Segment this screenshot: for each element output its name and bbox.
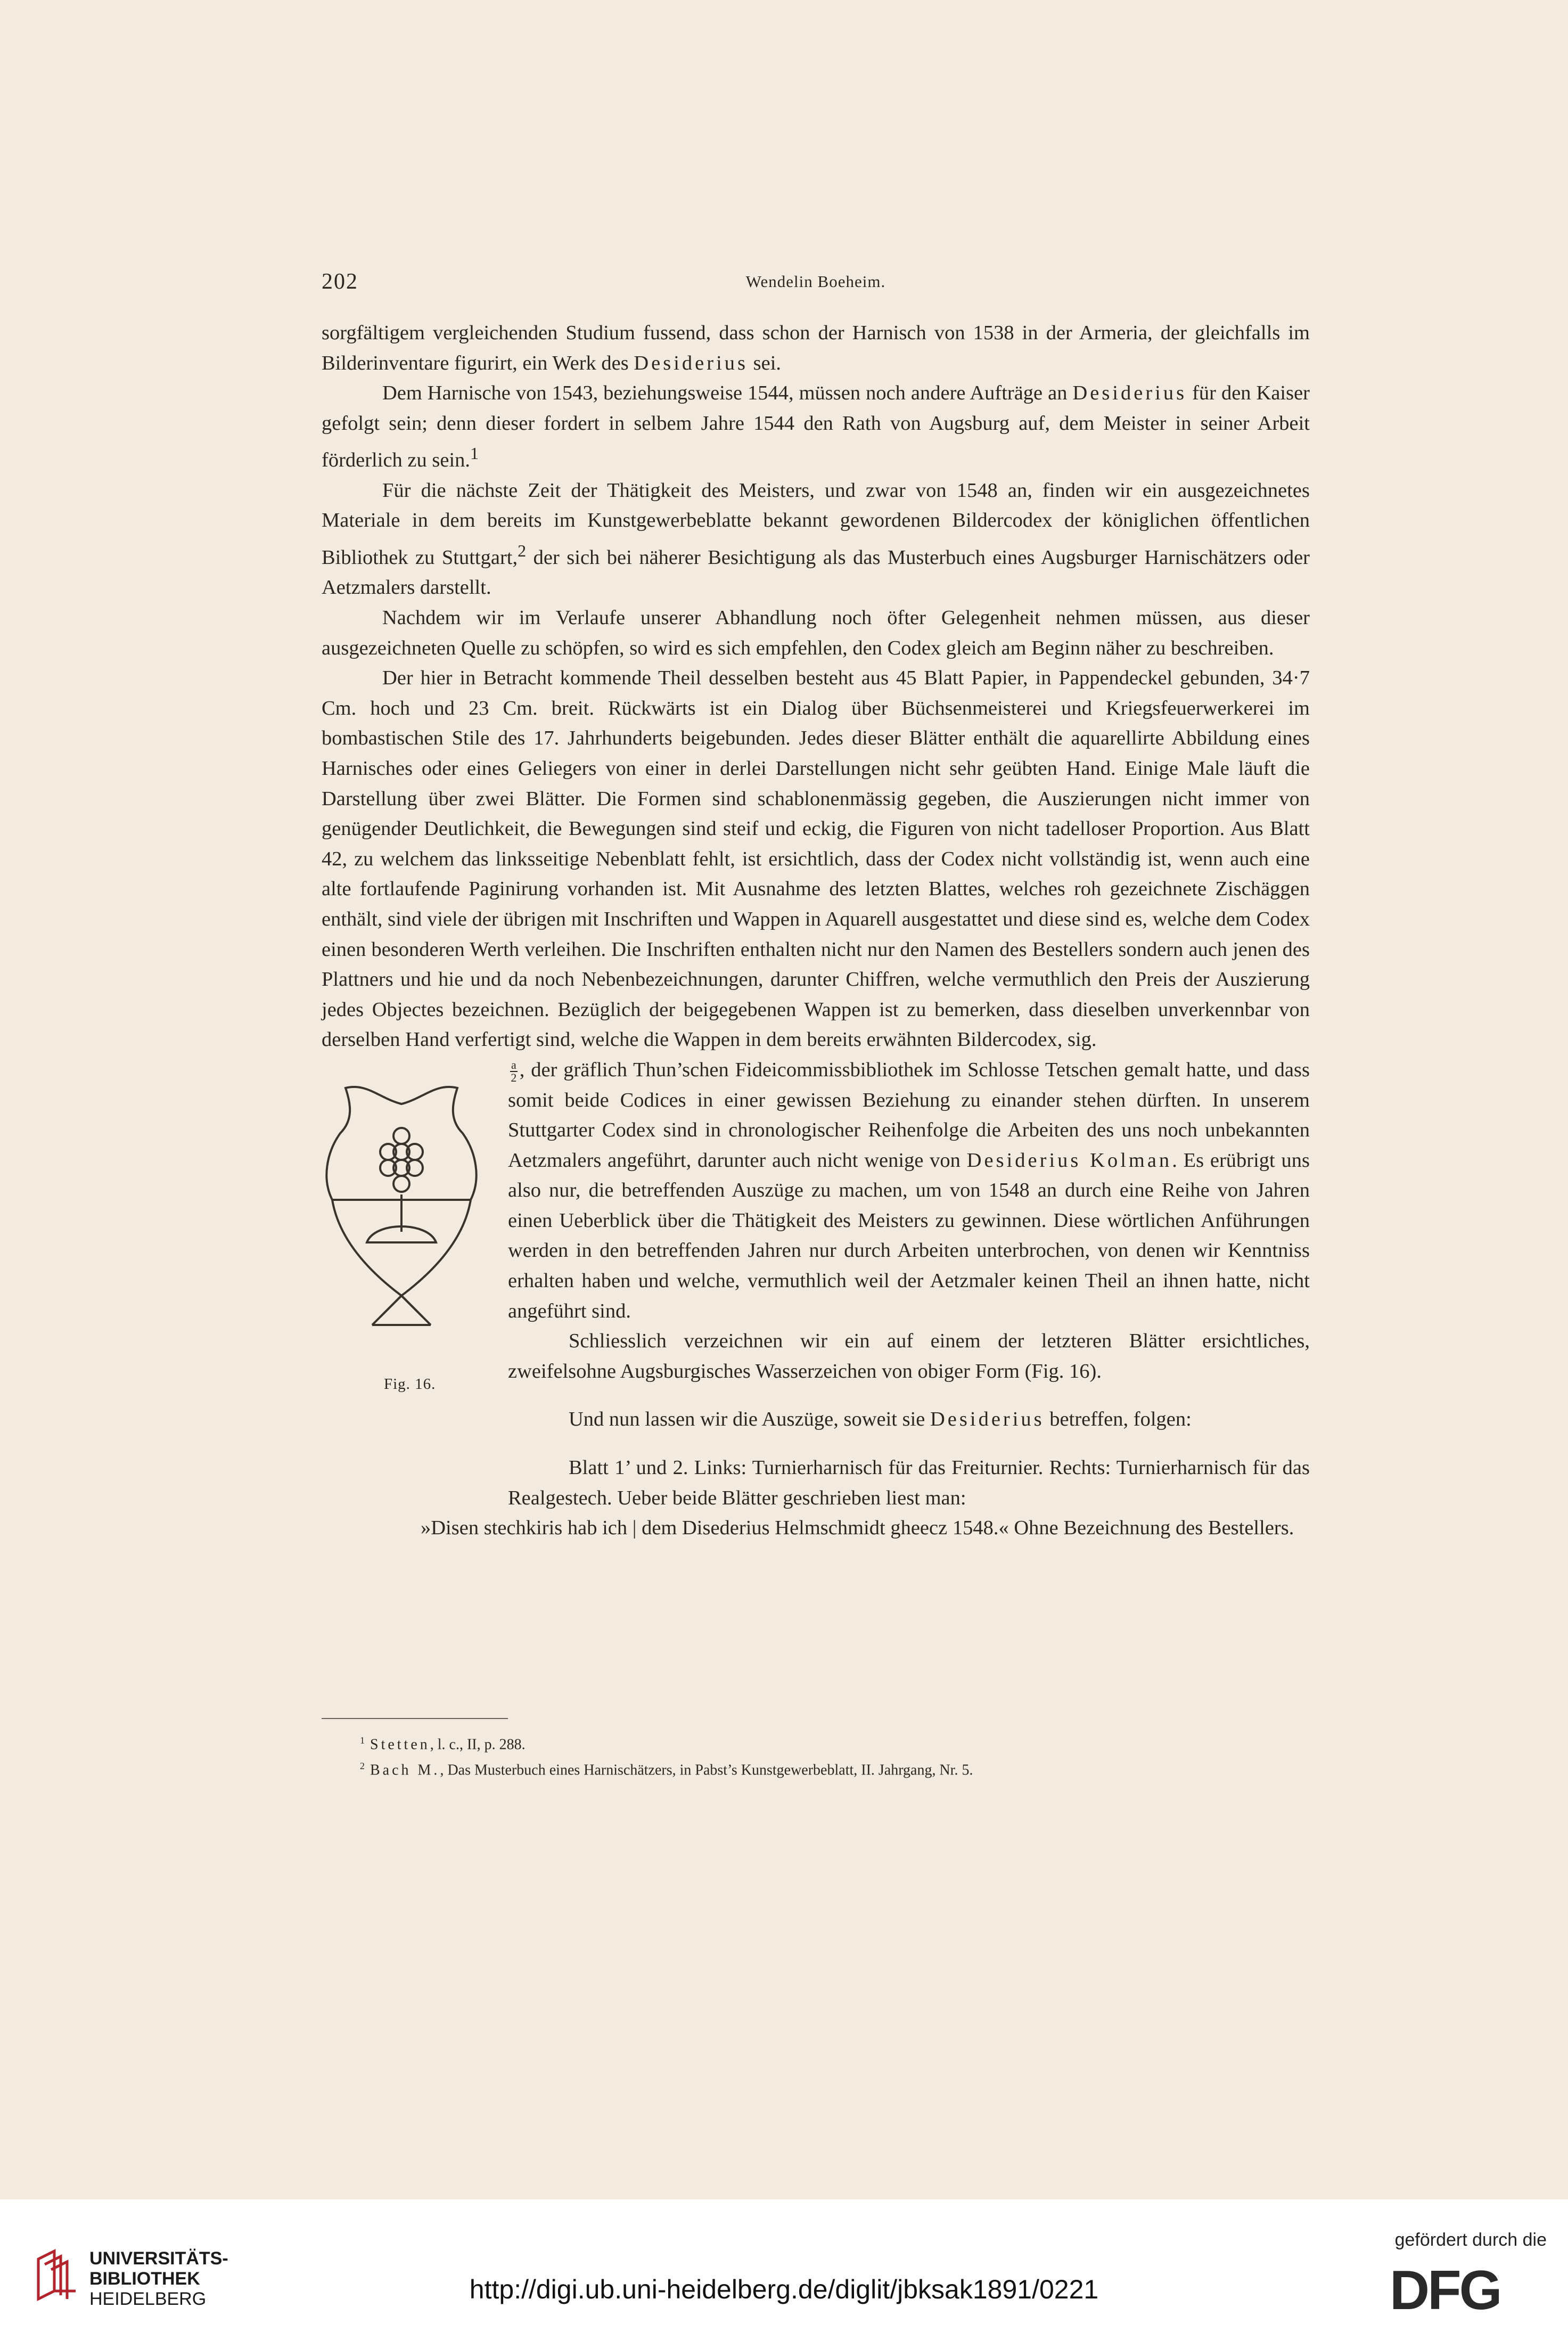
funder-caption: gefördert durch die (1394, 2230, 1547, 2250)
fraction: $\frac{a}{2}$ (511, 1058, 517, 1085)
figure-16 (322, 1055, 508, 1478)
paragraph: Schliesslich verzeichnen wir ein auf einem der letzteren Blätter ersichtliches, zweifelsohne Augsburgisches Wasserzeichen von obiger Form (Fig. 16). (508, 1330, 1310, 1382)
footer-bar (0, 2199, 1568, 2332)
paragraph: Blatt 1’ und 2. Links: Turnierharnisch für das Freiturnier. Rechts: Turnierharnisch für das Realgestech. Ueber beide Blätter geschrieben liest man: (508, 1457, 1310, 1509)
paragraph: sorgfältigem vergleichenden Studium fussend, dass schon der Harnisch von 1538 in der Armeria, der gleichfalls im Bilderinventare figurirt, ein Werk des Desiderius sei. (322, 322, 1310, 374)
library-name: UNIVERSITÄTS- BIBLIOTHEK HEIDELBERG (89, 2248, 228, 2309)
quotation: »Disen stechkiris hab ich | dem Disederius Helmschmidt gheecz 1548.« Ohne Bezeichnung des Bestellers. (421, 1517, 1294, 1540)
footnote-ref: 1 (470, 444, 479, 463)
page-header (322, 269, 1310, 301)
paragraph: Und nun lassen wir die Auszüge, soweit sie Desiderius betreffen, folgen: (569, 1408, 1192, 1431)
paragraph: Dem Harnische von 1543, beziehungsweise 1544, müssen noch andere Aufträge an Desiderius für den Kaiser gefolgt sein; denn dieser fordert in selbem Jahre 1544 den Rath von Augsburg auf, dem Meister in seiner Arbeit förderlich zu sein.$^1$ (322, 382, 1310, 472)
footnote: $^1$ Stetten, l. c., II, p. 288. (360, 1735, 526, 1753)
running-head: Wendelin Boeheim. (745, 272, 886, 291)
paragraph: Für die nächste Zeit der Thätigkeit des Meisters, und zwar von 1548 an, finden wir ein ausgezeichnetes Materiale in dem bereits im Kunstgewerbeblatte bekannt gewordenen Bildercodex der königlichen öffentlichen Bibliothek zu Stuttgart,$^2$ der sich bei näherer Besichtigung als das Musterbuch eines Augsburger Harnischätzers oder Aetzmalers darstellt. (322, 479, 1310, 599)
footnote-rule (322, 1718, 508, 1719)
footnote: $^2$ Bach M., Das Musterbuch eines Harnischätzers, in Pabst’s Kunstgewerbeblatt, II. Jahrgang, Nr. 5. (360, 1761, 973, 1779)
dfg-logo-icon (1390, 2262, 1544, 2315)
paragraph: $\frac{a}{2}$ , der gräflich Thun’schen Fideicommissbibliothek im Schlosse Tetschen gemalt hatte, und dass somit beide Codices in einer gewissen Beziehung zu einander stehen dürften. In unserem Stuttgarter Codex sind in chronologischer Reihenfolge die Arbeiten des uns noch unbekannten Aetzmalers angeführt, darunter auch nicht wenige von Desiderius Kolman. Es erübrigt uns also nur, die betreffenden Auszüge zu machen, um von 1548 an durch eine Reihe von Jahren einen Ueberblick über die Thätigkeit des Meisters zu gewinnen. Diese wörtlichen Anführungen werden in den betreffenden Jahren nur durch Arbeiten unterbrochen, von denen wir Kenntniss erhalten haben und welche, vermuthlich weil der Aetzmaler keinen Theil an ihnen hatte, nicht angeführt sind. (508, 1058, 1310, 1322)
body-text (322, 318, 1310, 1543)
footnote-ref: 2 (518, 541, 527, 560)
source-url-link[interactable]: http://digi.ub.uni-heidelberg.de/diglit/jbksak1891/0221 (469, 2274, 1099, 2304)
watermark-figure (322, 1072, 481, 1370)
dfg-logo-text: DFG (1390, 2262, 1500, 2315)
figure-caption: Fig. 16. (384, 1375, 436, 1393)
page-number: 202 (322, 269, 358, 294)
paragraph: Nachdem wir im Verlaufe unserer Abhandlung noch öfter Gelegenheit nehmen müssen, aus dieser ausgezeichneten Quelle zu schöpfen, so wird es sich empfehlen, den Codex gleich am Beginn näher zu beschreiben. (322, 607, 1310, 659)
footnotes (360, 1730, 1277, 1781)
paragraph: Der hier in Betracht kommende Theil desselben besteht aus 45 Blatt Papier, in Pappendeckel gebunden, 34·7 Cm. hoch und 23 Cm. breit. Rückwärts ist ein Dialog über Büchsenmeisterei und Kriegsfeuerwerkerei im bombastischen Stile des 17. Jahrhunderts beigebunden. Jedes dieser Blätter enthält die aquarellirte Abbildung eines Harnisches oder eines Geliegers von einer in derlei Darstellungen nicht sehr geübten Hand. Einige Male läuft die Darstellung über zwei Blätter. Die Formen sind schablonenmässig gegeben, die Auszierungen nicht immer von genügender Deutlichkeit, die Bewegungen sind steif und eckig, die Figuren von nicht tadelloser Proportion. Aus Blatt 42, zu welchem das linksseitige Nebenblatt fehlt, ist ersichtlich, dass der Codex nicht vollständig ist, wenn auch eine alte fortlaufende Paginirung vorhanden ist. Mit Ausnahme des letzten Blattes, welches roh gezeichnete Zischäggen enthält, sind viele der übrigen mit Inschriften und Wappen in Aquarell ausgestattet und diese sind es, welche dem Codex einen besonderen Werth verleihen. Die Inschriften enthalten nicht nur den Namen des Bestellers sondern auch jenen des Plattners und hie und da noch Nebenbezeichnungen, darunter Chiffren, welche vermuthlich den Preis der Auszierung jedes Objectes bezeichnen. Bezüglich der beigegebenen Wappen ist zu bemerken, dass dieselben unverkennbar von derselben Hand verfertigt sind, welche die Wappen in dem bereits erwähnten Bildercodex, sig. (322, 667, 1310, 1051)
